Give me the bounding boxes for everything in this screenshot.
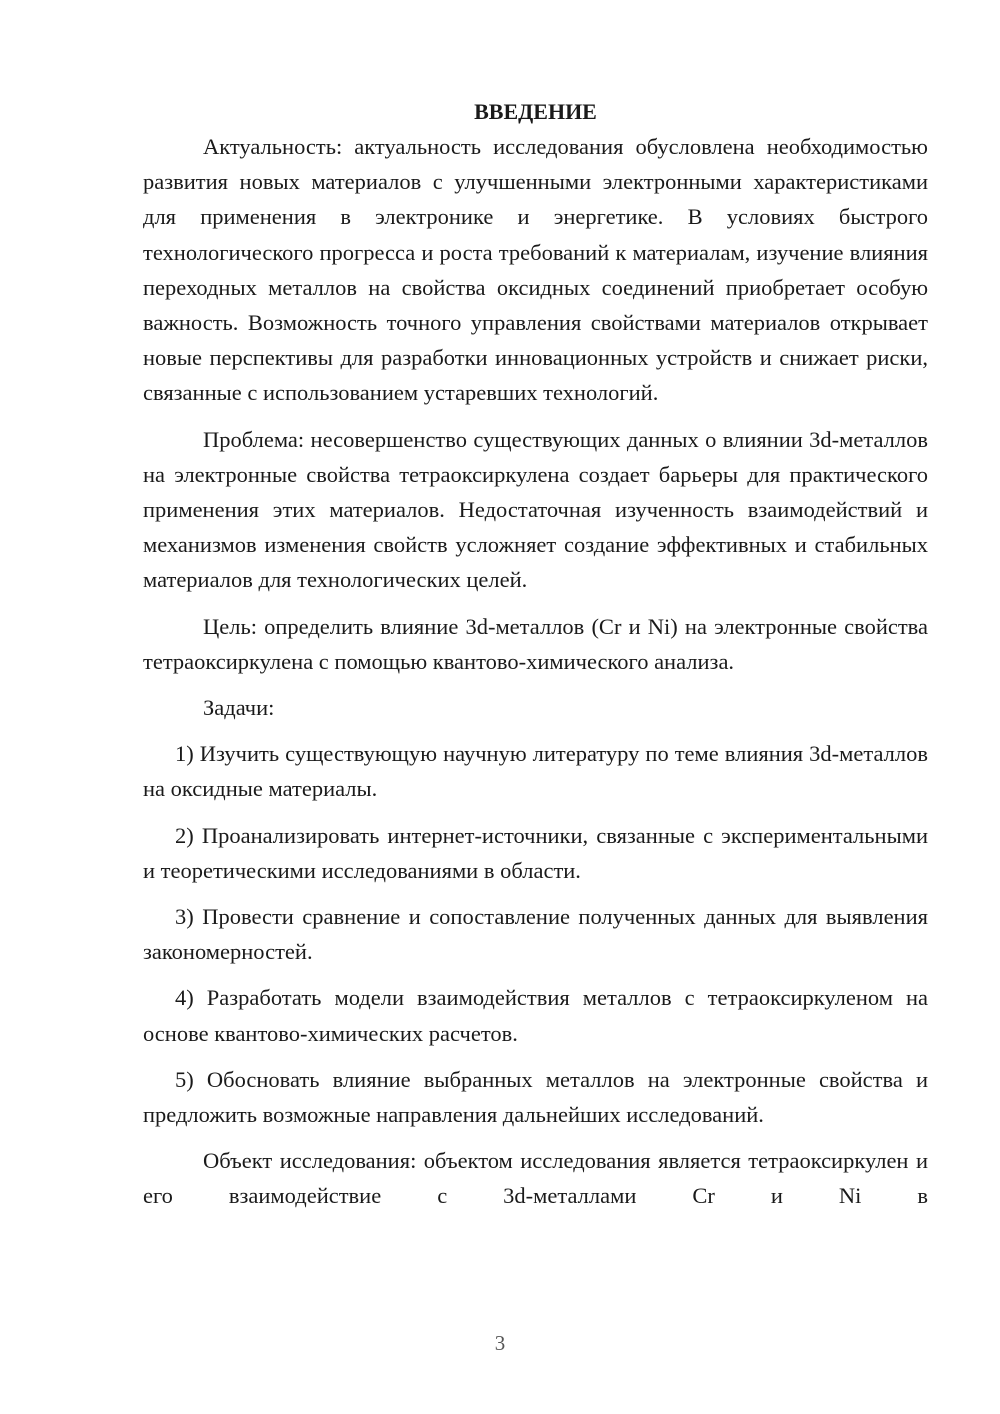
paragraph-goal: Цель: определить влияние 3d-металлов (Cr и Ni) на электронные свойства тетраоксиркулена с помощью квантово-химического анализа. [143,613,928,674]
task-item-1: 1) Изучить существующую научную литературу по теме влияния 3d-металлов на оксидные материалы. [143,741,928,802]
section-heading: ВВЕДЕНИЕ [474,99,597,124]
paragraph-tasks-label: Задачи: [203,695,275,721]
task-item-2: 2) Проанализировать интернет-источники, связанные с экспериментальными и теоретическими исследованиями в области. [143,822,928,883]
paragraph-relevance: Актуальность: актуальность исследования обусловлена необходимостью развития новых материалов с улучшенными электронными характеристиками для применения в электронике и энергетике. В условиях быстрого технологического прогресса и роста требований к материалам, изучение влияния переходных металлов на свойства оксидных соединений приобретает особую важность. Возможность точного управления свойствами материалов открывает новые перспективы для разработки инновационных устройств и снижает риски, связанные с использованием устаревших технологий. [143,134,928,406]
task-item-4: 4) Разработать модели взаимодействия металлов с тетраоксиркуленом на основе квантово-химических расчетов. [143,985,928,1046]
page-content [143,94,928,1214]
page-number: 3 [494,1331,506,1355]
task-item-3: 3) Провести сравнение и сопоставление полученных данных для выявления закономерностей. [143,904,928,965]
paragraph-problem: Проблема: несовершенство существующих данных о влиянии 3d-металлов на электронные свойства тетраоксиркулена создает барьеры для практического применения этих материалов. Недостаточная изученность взаимодействий и механизмов изменения свойств усложняет создание эффективных и стабильных материалов для технологических целей. [143,426,928,593]
task-item-5: 5) Обосновать влияние выбранных металлов на электронные свойства и предложить возможные направления дальнейших исследований. [143,1066,928,1128]
paragraph-object: Объект исследования: объектом исследования является тетраоксиркулен и его взаимодействие с 3d-металлами Cr и Ni в [143,1148,928,1209]
